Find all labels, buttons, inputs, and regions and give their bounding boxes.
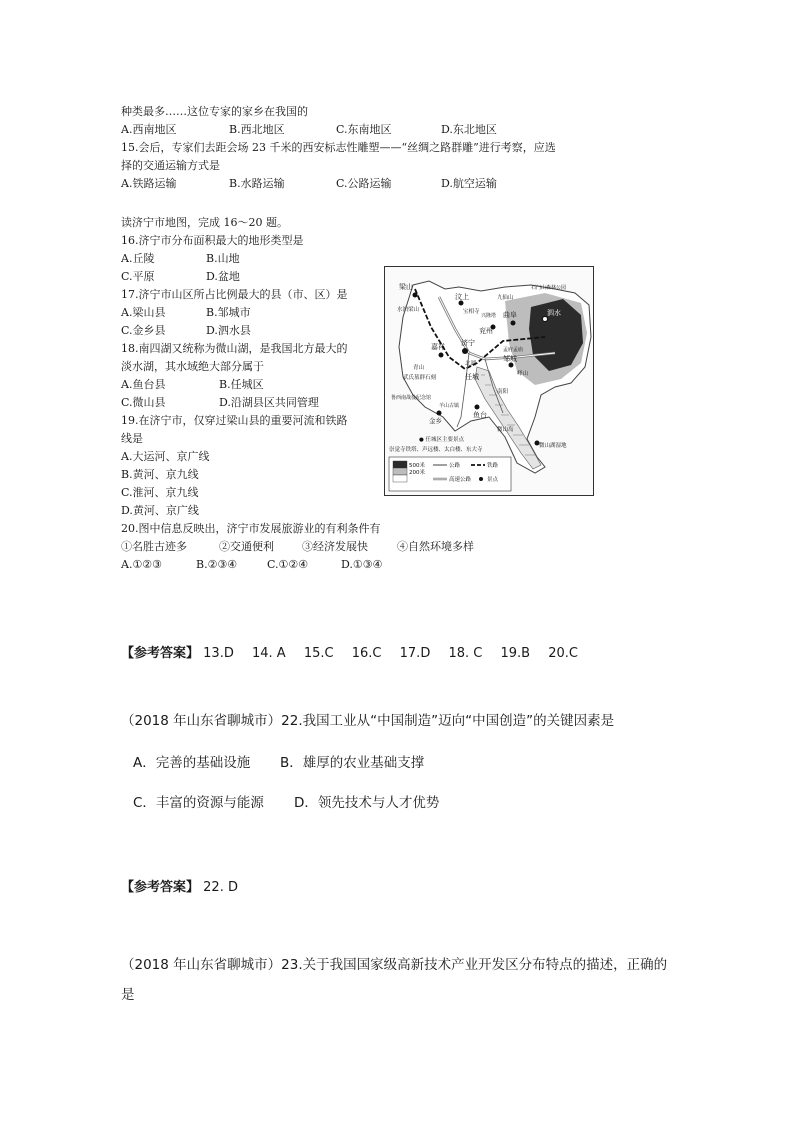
q18-options-row1	[121, 377, 371, 392]
map-label-yishan: 峄山	[517, 371, 529, 377]
map-label-weishanhu: 微山湖湿地	[539, 443, 567, 449]
q23-stem-line2: 是	[121, 987, 135, 1003]
answer-items-1	[203, 646, 592, 661]
legend-swatch-plain	[393, 475, 407, 482]
legend-rail: 铁路	[487, 463, 499, 469]
map-rencheng-spots: 崇觉寺铁塔、声远楼、太白楼、东大寺	[389, 447, 483, 453]
answer-label-2: 【参考答案】	[121, 880, 200, 895]
q18-option-a: A.鱼台县	[121, 378, 166, 391]
q14-option-a: A.西南地区	[121, 123, 177, 136]
answer-item: 20.C	[548, 646, 578, 661]
q23-stem-line1: （2018 年山东省聊城市）23.关于我国国家级高新技术产业开发区分布特点的描述，正确的	[121, 957, 668, 973]
map-label-beihu: 北湖	[465, 361, 477, 367]
answer-item: 18. C	[448, 646, 483, 661]
map-label-xinglong: 兴隆塔	[481, 313, 497, 319]
q20-option-a: A.①②③	[121, 558, 163, 571]
map-label-wenshang: 汶上	[455, 293, 469, 301]
q20-option-b: B.②③④	[196, 558, 238, 571]
map-city-yutai	[475, 405, 480, 410]
q20-stem: 20.图中信息反映出，济宁市发展旅游业的有利条件有	[121, 522, 381, 535]
map-label-sishui: 泗水	[547, 309, 561, 317]
q22-option-d: D．领先技术与人才优势	[294, 795, 440, 811]
map-label-qingshan: 青山	[413, 365, 425, 371]
q15-stem-line2: 择的交通运输方式是	[121, 159, 220, 172]
map-label-wanfeng: 鲁西南战役纪念馆	[391, 395, 432, 401]
q15-option-d: D.航空运输	[441, 177, 497, 190]
q18-option-c: C.微山县	[121, 396, 166, 409]
q20-item-3: ③经济发展快	[302, 540, 368, 553]
q17-stem: 17.济宁市山区所占比例最大的县（市、区）是	[121, 288, 348, 301]
answer-item: 16.C	[351, 646, 382, 661]
map-city-qufu	[511, 321, 516, 326]
q15-options	[121, 176, 521, 191]
map-label-jinxiang: 金乡	[429, 417, 442, 425]
map-city-wenshang	[459, 301, 464, 306]
map-city-jiaxiang	[439, 353, 444, 358]
map-label-jiaxiang: 嘉祥	[431, 343, 445, 351]
map-label-jiuxianshan: 九仙山	[497, 295, 514, 301]
jining-map-figure	[384, 266, 594, 496]
q18-stem-line2: 淡水湖，其水域绝大部分属于	[121, 360, 264, 373]
legend-500m: 500米	[409, 463, 425, 469]
map-label-shuipo: 水泊梁山	[397, 307, 420, 313]
answer-value-2: 22. D	[203, 880, 238, 895]
q19-stem-line1: 19.在济宁市，仅穿过梁山县的重要河流和铁路	[121, 414, 348, 427]
map-city-liangshan	[413, 293, 418, 298]
q20-item-2: ②交通便利	[219, 540, 274, 553]
map-label-liangshan: 梁山	[399, 283, 413, 291]
q22-stem: （2018 年山东省聊城市）22.我国工业从“中国制造”迈向“中国创造”的关键因素是	[121, 713, 615, 729]
q20-items	[121, 539, 481, 554]
q17-option-c: C.金乡县	[121, 324, 166, 337]
q16-option-a: A.丘陵	[121, 252, 155, 265]
q20-item-1: ①名胜古迹多	[121, 540, 187, 553]
answer-label-1: 【参考答案】	[121, 646, 200, 661]
map-label-mengmiao: 孟府孟庙	[503, 347, 524, 353]
map-city-sishui	[543, 317, 548, 322]
q15-stem-line1: 15.会后，专家们去距会场 23 千米的西安标志性雕塑——“丝绸之路群雕”进行考察，应选	[121, 141, 556, 154]
map-label-qufu: 曲阜	[503, 311, 517, 319]
q19-option-d: D.黄河、京广线	[121, 504, 199, 517]
q16-options-row2	[121, 269, 321, 284]
q22-option-a: A．完善的基础设施	[133, 755, 251, 771]
map-label-baoxiang: 宝相寺	[463, 309, 480, 315]
q19-option-c: C.淮河、京九线	[121, 486, 199, 499]
q14-option-d: D.东北地区	[441, 123, 497, 136]
q16-stem: 16.济宁市分布面积最大的地形类型是	[121, 234, 304, 247]
map-label-nanyang: 南阳	[497, 389, 509, 395]
q19-option-b: B.黄河、京九线	[121, 468, 199, 481]
q18-options-row2	[121, 395, 371, 410]
q15-option-c: C.公路运输	[336, 177, 392, 190]
map-city-zoucheng	[509, 363, 514, 368]
q18-option-d: D.沿湖县区共同管理	[219, 396, 319, 409]
q14-option-b: B.西北地区	[229, 123, 285, 136]
q16-option-c: C.平原	[121, 270, 155, 283]
q22-option-c: C．丰富的资源与能源	[133, 795, 264, 811]
q17-option-b: B.邹城市	[206, 306, 251, 319]
answer-item: 19.B	[500, 646, 531, 661]
legend-spot: 景点	[487, 477, 499, 483]
answer-block-2	[121, 876, 238, 895]
q17-options-row1	[121, 305, 321, 320]
q17-option-d: D.泗水县	[206, 324, 251, 337]
map-label-yangshan: 羊山古镇	[439, 403, 460, 409]
q20-option-d: D.①③④	[341, 558, 383, 571]
q18-option-b: B.任城区	[219, 378, 264, 391]
q20-option-c: C.①②④	[267, 558, 309, 571]
map-label-weishan: 微山岛	[497, 427, 514, 433]
q14-option-c: C.东南地区	[336, 123, 392, 136]
q17-options-row2	[121, 323, 321, 338]
q19-stem-line2: 线是	[121, 432, 143, 445]
answer-item: 14. A	[251, 646, 286, 661]
answer-item: 17.D	[399, 646, 431, 661]
map-label-yanzhou: 兖州	[479, 327, 493, 335]
answer-block-1	[121, 642, 592, 661]
q15-option-b: B.水路运输	[229, 177, 285, 190]
answer-item: 15.C	[303, 646, 334, 661]
map-city-jinxiang	[437, 411, 442, 416]
legend-road: 公路	[449, 463, 461, 469]
legend-swatch-200m	[393, 468, 407, 475]
q16-option-d: D.盆地	[206, 270, 240, 283]
map-label-rencheng: 任城	[465, 373, 479, 381]
q17-option-a: A.梁山县	[121, 306, 166, 319]
q19-option-a: A.大运河、京广线	[121, 450, 210, 463]
q16-options-row1	[121, 251, 321, 266]
legend-swatch-500m	[393, 461, 407, 468]
map-label-jining: 济宁	[461, 339, 475, 347]
q20-item-4: ④自然环境多样	[397, 540, 474, 553]
q15-option-a: A.铁路运输	[121, 177, 177, 190]
q14-options	[121, 122, 521, 137]
map-rencheng-note: ● 任城区主要景点	[419, 437, 465, 443]
q18-stem-line1: 18.南四湖又统称为微山湖，是我国北方最大的	[121, 342, 348, 355]
answer-item: 13.D	[203, 646, 234, 661]
map-label-zoucheng: 邹城	[503, 355, 517, 363]
q14-stem-tail: 种类最多……这位专家的家乡在我国的	[121, 105, 308, 118]
section-intro: 读济宁市地图，完成 16～20 题。	[121, 216, 288, 229]
q22-option-b: B．雄厚的农业基础支撑	[280, 755, 425, 771]
q16-option-b: B.山地	[206, 252, 240, 265]
map-label-wushi: 武氏墓群石刻	[403, 375, 437, 381]
legend-200m: 200米	[409, 470, 425, 476]
q20-options	[121, 557, 421, 572]
map-label-yutai: 鱼台	[473, 411, 487, 419]
map-city-jining	[462, 348, 468, 354]
legend-highway: 高速公路	[449, 477, 472, 483]
map-label-shimen: 石门山森林公园	[531, 285, 567, 291]
